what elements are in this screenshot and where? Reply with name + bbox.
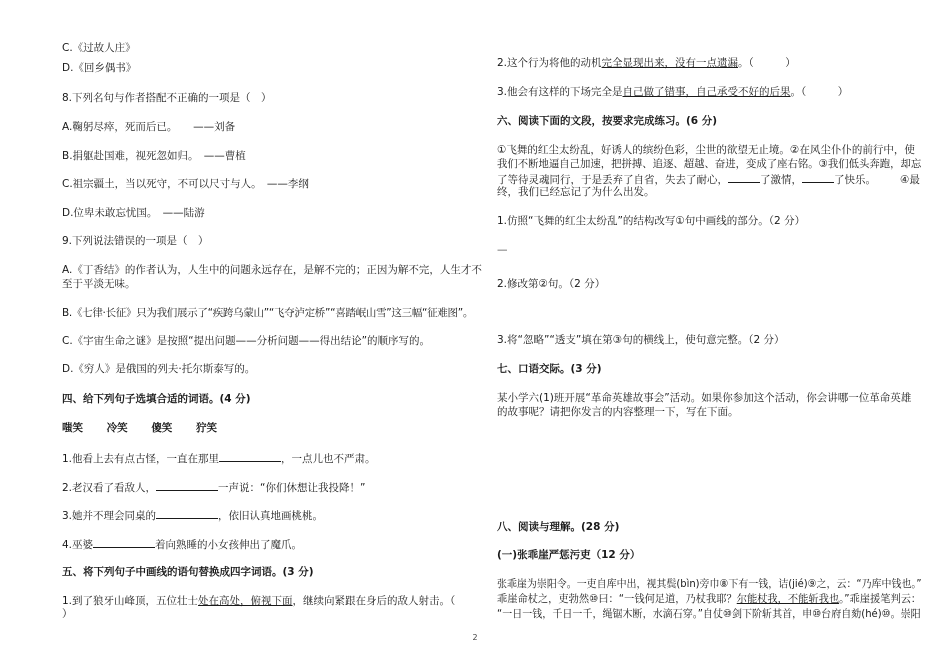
section-7-title: 七、口语交际。(3 分): [497, 363, 602, 375]
passage-text: 了快乐。: [834, 174, 876, 186]
section-6-title: 六、阅读下面的文段，按要求完成练习。(6 分): [497, 115, 718, 127]
q8-option-b: B.捐躯赴国难，视死忽如归。 ——曹植: [62, 150, 246, 162]
answer-blank[interactable]: [219, 450, 281, 462]
sentence-text: 2.这个行为将他的动机: [497, 57, 602, 69]
section-4-title: 四、给下列句子选填合适的词语。(4 分): [62, 393, 251, 405]
passage-text: 。”乖崖援笔判云：: [839, 593, 922, 605]
q9-option-c: C.《宇宙生命之谜》是按照“提出问题——分析问题——得出结论”的顺序写的。: [62, 335, 431, 347]
underlined-phrase: 完全显现出来，没有一点遗漏: [601, 57, 739, 69]
section-8-title: 八、阅读与理解。(28 分): [497, 521, 620, 533]
answer-blank[interactable]: [93, 536, 155, 548]
underlined-phrase: 自己做了错事，自己承受不好的后果: [622, 86, 791, 98]
passage-text: ④最: [900, 174, 920, 186]
underlined-phrase: 处在高处，俯视下面: [198, 595, 293, 607]
sec4-sentence-2: [62, 479, 365, 496]
section-5-title: 五、将下列句子中画线的语句替换成四字词语。(3 分): [62, 566, 314, 578]
sec6-question-3: 3.将“忽略”“透支”填在第③句的横线上，使句意完整。（2 分）: [497, 334, 785, 346]
sentence-text: 1.到了狼牙山峰顶，五位壮士: [62, 595, 199, 607]
sec8-passage-line3: “一日一钱，千日一千，绳锯木断，水滴石穿。”自仗⑩剑下阶斩其首，申⑩台府自劾(hé)⑩。崇阳: [497, 608, 921, 620]
sec5-sentence-1-line2: ）: [62, 608, 73, 620]
q8-option-c: C.祖宗疆土，当以死守，不可以尺寸与人。 ——李纲: [62, 178, 309, 190]
page-number: 2: [472, 633, 478, 642]
sec7-prompt-line1: 某小学六(1)班开展“革命英雄故事会”活动。如果你参加这个活动，你会讲哪一位革命英雄: [497, 392, 912, 404]
answer-blank[interactable]: [156, 507, 218, 519]
sentence-text: 。（ ）: [738, 57, 796, 69]
word-1: 嗤笑: [62, 422, 83, 434]
answer-blank[interactable]: [156, 479, 218, 491]
sec4-sentence-3: [62, 507, 323, 524]
q9-option-d: D.《穷人》是俄国的列夫·托尔斯泰写的。: [62, 363, 256, 375]
q9-option-a-line1: A.《丁香结》的作者认为，人生中的问题永远存在，是解不完的；正因为解不完，人生才不: [62, 264, 482, 276]
sec4-sentence-4: [62, 536, 302, 553]
word-bank: [62, 421, 217, 436]
q7-option-c: C.《过故人庄》: [62, 42, 136, 54]
sec6-q1-answer-dash: —: [497, 244, 508, 256]
sec6-question-2: 2.修改第②句。（2 分）: [497, 278, 606, 290]
passage-text: 了等待灵魂同行，于是丢弃了自省，失去了耐心，: [497, 174, 728, 186]
sentence-text: 着向熟睡的小女孩伸出了魔爪。: [155, 539, 303, 551]
q9-stem: 9.下列说法错误的一项是（ ）: [62, 235, 209, 247]
sentence-text: 一声说：“你们休想让我投降！”: [218, 482, 366, 494]
sec6-question-1: 1.仿照“飞舞的红尘太纷乱”的结构改写①句中画线的部分。（2 分）: [497, 215, 806, 227]
answer-blank[interactable]: [728, 171, 760, 183]
sec6-passage-line2: 我们不断地逼自己加速，把拼搏、追逐、超越、奋进，变成了座右铭。③我们低头奔跑，却忘: [497, 158, 922, 170]
passage-text: 了激情，: [760, 174, 802, 186]
sentence-text: 1.他看上去有点古怪，一直在那里: [62, 453, 220, 465]
q8-option-d: D.位卑未敢忘忧国。 ——陆游: [62, 207, 205, 219]
word-2: 冷笑: [106, 422, 128, 434]
q8-option-a: A.鞠躬尽瘁，死而后已。 ——刘备: [62, 121, 236, 133]
sentence-text: 4.巫婆: [62, 539, 94, 551]
sec8-passage-line1: 张乖崖为崇阳令。一吏自库中出，视其鬓(bìn)旁巾⑧下有一钱，诘(jié)⑨之，云：“乃库中钱也。”: [497, 578, 922, 590]
sec6-passage-line4: 终，我们已经忘记了为什么出发。: [497, 186, 655, 198]
word-3: 傻笑: [151, 422, 173, 434]
word-4: 狞笑: [195, 422, 217, 434]
sentence-text: 3.她并不理会同桌的: [62, 510, 157, 522]
q9-option-a-line2: 至于平淡无味。: [62, 278, 136, 290]
sec8-passage-line2: [497, 592, 921, 607]
sentence-text: 3.他会有这样的下场完全是: [497, 86, 623, 98]
underlined-phrase: 尔能杖我，不能斩我也: [736, 593, 840, 605]
sentence-text: ，依旧认真地画桃桃。: [218, 510, 324, 522]
sec8-subtitle-1: (一)张乖崖严惩污吏（12 分）: [497, 549, 641, 561]
sec4-sentence-1: [62, 450, 376, 467]
answer-blank[interactable]: [802, 171, 834, 183]
sentence-text: ，一点儿也不严肃。: [281, 453, 376, 465]
passage-text: 乖崖命杖之，吏勃然⑩曰：“一钱何足道，乃杖我耶？: [497, 593, 737, 605]
sec5-sentence-3: [497, 85, 848, 100]
sec5-sentence-1: [62, 594, 455, 609]
q8-stem: 8.下列名句与作者搭配不正确的一项是（ ）: [62, 92, 272, 104]
sec6-passage-line1: ①飞舞的红尘太纷乱，好诱人的缤纷色彩，尘世的欲望无止境。②在风尘仆仆的前行中，使: [497, 144, 915, 156]
sec5-sentence-2: [497, 56, 796, 71]
q7-option-d: D.《回乡偶书》: [62, 62, 137, 74]
sentence-text: ，继续向紧跟在身后的敌人射击。（: [292, 595, 456, 607]
sec7-prompt-line2: 的故事呢？请把你发言的内容整理一下，写在下面。: [497, 406, 739, 418]
sentence-text: 2.老汉看了看敌人，: [62, 482, 157, 494]
sentence-text: 。（ ）: [790, 86, 849, 98]
q9-option-b: B.《七律·长征》只为我们展示了“疾跨乌蒙山”“飞夺泸定桥”“喜踏岷山雪”这三幅“征难图”。: [62, 307, 474, 319]
